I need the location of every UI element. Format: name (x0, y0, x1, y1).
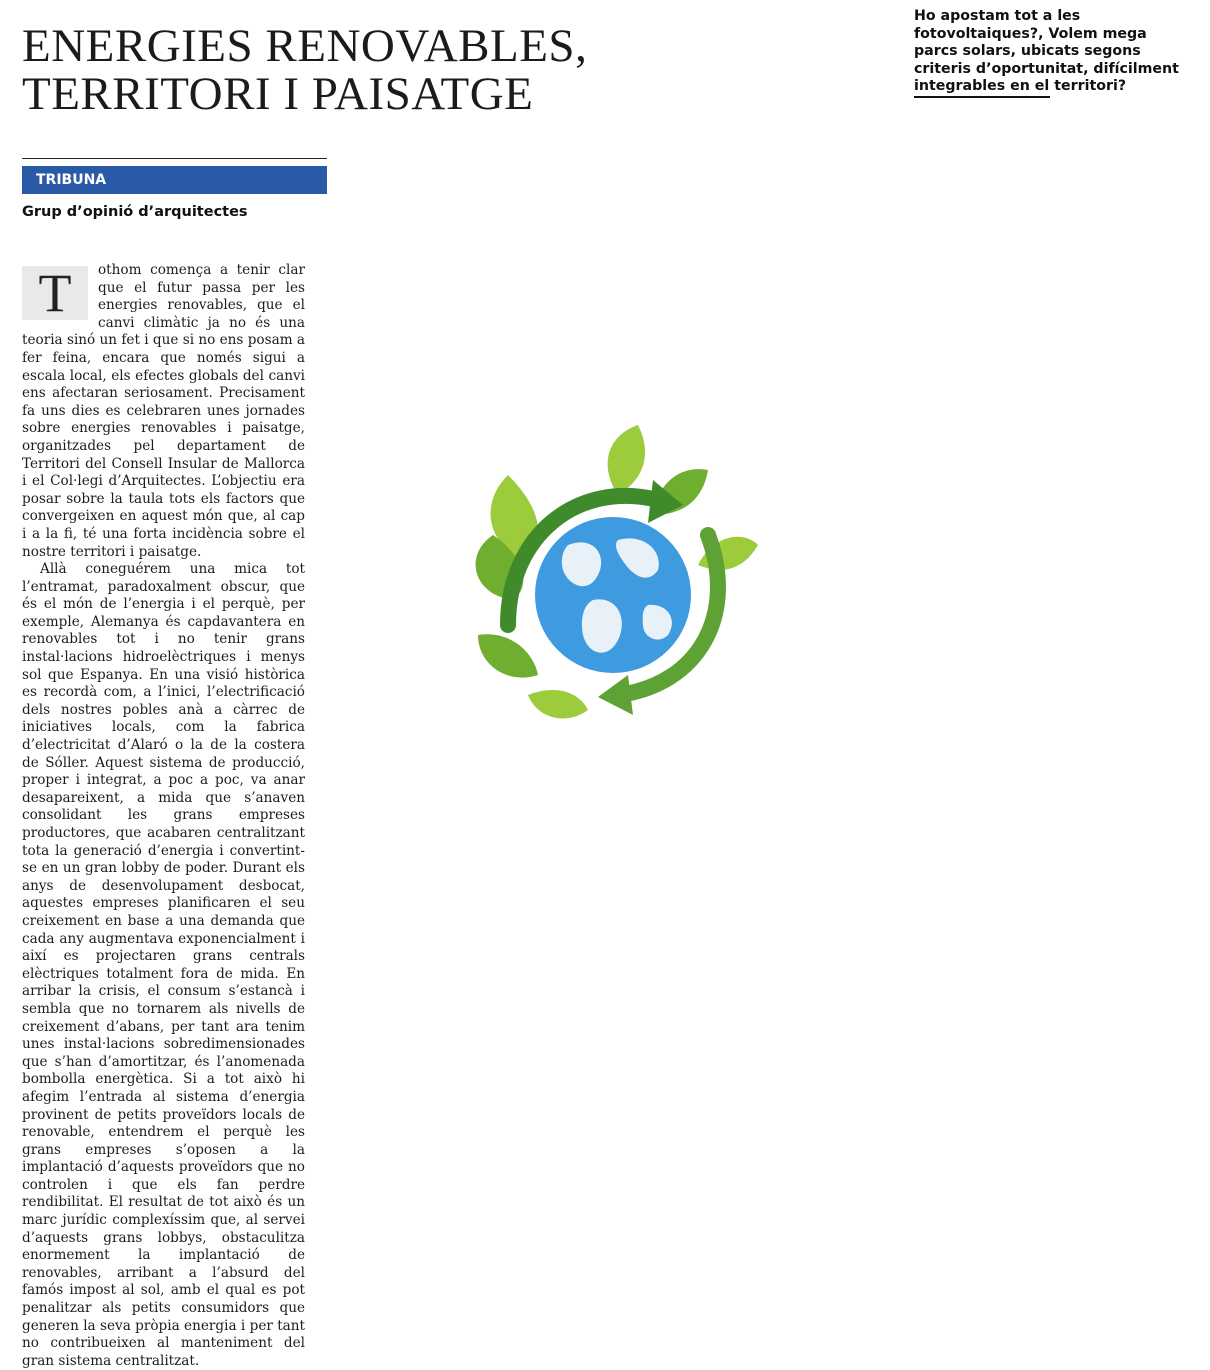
pull-quote-rule (914, 96, 1050, 98)
pull-quote: Ho apostam tot a les fotovoltaiques?, Volem mega parcs solars, ubicats segons criteris d’oportunitat, difícilment integrables en el territori? (914, 8, 1179, 95)
headline (22, 22, 612, 118)
divider (22, 158, 327, 159)
paragraph-2: Allà coneguérem una mica tot l’entramat, paradoxalment obscur, que és el món de l’energia i el perquè, per exemple, Alemanya és capdavantera en renovables tot i no tenir grans instal·lacions hidroelèctriques i menys sol que Espanya. En una visió històrica es recordà com, a l’inici, l’electrificació dels nostres pobles anà a càrrec de iniciatives locals, com la fabrica d’electricitat d’Alaró o la de la costera de Sóller. Aquest sistema de producció, proper i integrat, a poc a poc, va anar desapareixent, a mida que s’anaven consolidant les grans empreses productores, que acabaren centralitzant tota la generació d’energia i convertint-se en un gran lobby de poder. Durant els anys de desenvolupament desbocat, aquestes empreses planificaren el seu creixement en base a una demanda que cada any augmentava exponencialment i així es projectaren grans centrals elèctriques totalment fora de mida. En arribar la crisis, el consum s’estancà i sembla que no tornarem als nivells de creixement d’abans, per tant ara tenim unes instal·lacions sobredimensionades que s’han d’amortitzar, és l’anomenada bombolla energètica. Si a tot això hi afegim l’entrada al sistema d’energia provinent de petits proveïdors locals de renovable, entendrem el perquè les grans empreses s’oposen a la implantació d’aquests proveïdors que no controlen i que els fan perdre rendibilitat. El resultat de tot això és un marc jurídic complexíssim que, al servei d’aquests grans lobbys, obstaculitza enormement la implantació de renovables, arribant a l’absurd del famós impost al sol, amb el qual es pot penalitzar als petits consumidors que generen la seva pròpia energia i per tant no contribueixen al manteniment del gran sistema centralitzat. (22, 561, 305, 1369)
column-1 (22, 262, 306, 1369)
section-badge: TRIBUNA (22, 166, 327, 194)
drop-cap: T (22, 266, 88, 320)
headline-line-1: ENERGIES RENOVABLES, (22, 20, 588, 72)
paragraph-1 (22, 262, 305, 561)
column-4 (914, 120, 1186, 1052)
globe-illustration (468, 425, 758, 725)
paragraph-1-text: othom comença a tenir clar que el futur passa per les energies renovables, que el canvi climàtic ja no és una teoria sinó un fet i que si no ens posam a fer feina, encara que només sigui a escala local, els efectes globals del canvi ens afectaran seriosament. Precisament fa uns dies es celebraren unes jornades sobre energies renovables i paisatge, organitzades pel departament de Territori del Consell Insular de Mallorca i el Col·legi d’Arquitectes. L’objectiu era posar sobre la taula tots els factors que convergeixen en aquest món que, al cap i a la fi, té una forta incidència sobre el nostre territori i paisatge. (22, 262, 306, 560)
headline-line-2: TERRITORI I PAISATGE (22, 68, 534, 120)
globe-icon (535, 517, 691, 673)
byline: Grup d’opinió d’arquitectes (22, 204, 248, 220)
